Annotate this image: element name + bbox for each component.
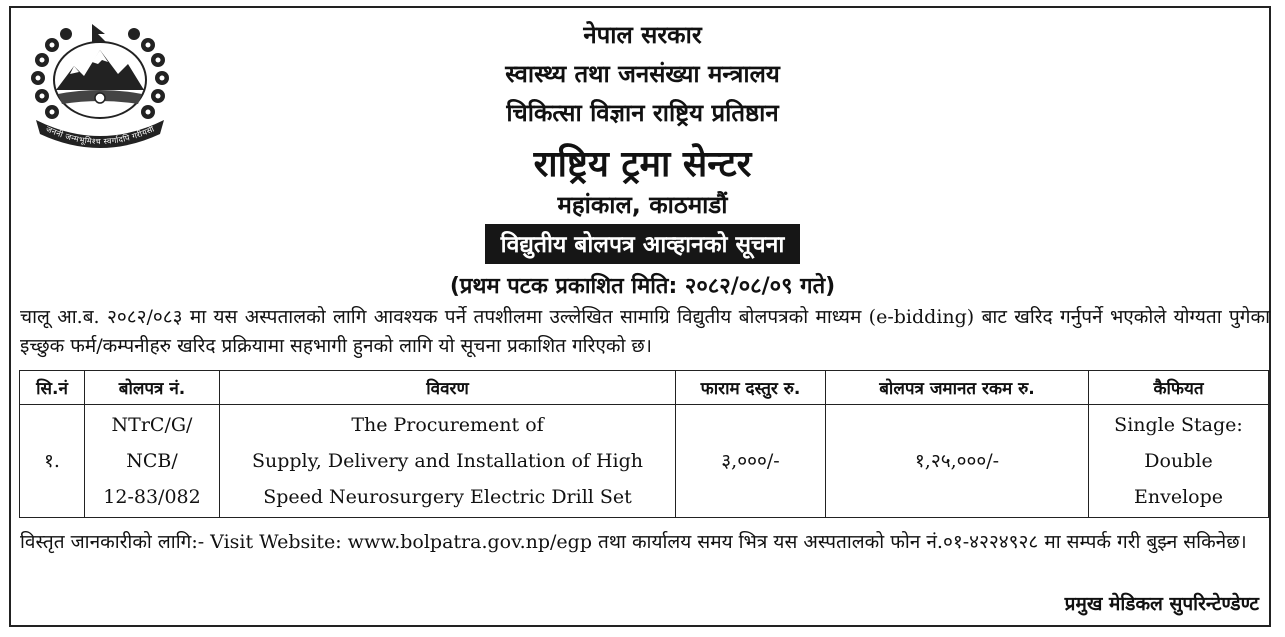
- col-header-bid-no: बोलपत्र नं.: [85, 371, 220, 405]
- description-line: The Procurement of: [351, 414, 544, 436]
- cell-remarks: [1089, 405, 1269, 518]
- cell-sn: १.: [20, 405, 85, 518]
- contact-paragraph: विस्तृत जानकारीको लागि:- Visit Website: www.bolpatra.gov.np/egp तथा कार्यालय समय भित्र यस अस्पतालको फोन नं.०१-४२२४९२८ मा सम्पर्क गरी बुझ्न सकिनेछ।: [20, 531, 1247, 553]
- institute-title: चिकित्सा विज्ञान राष्ट्रिय प्रतिष्ठान: [506, 99, 779, 127]
- description-line: Speed Neurosurgery Electric Drill Set: [263, 486, 632, 508]
- col-header-remarks: कैफियत: [1089, 371, 1269, 405]
- remarks-line: Single Stage:: [1114, 414, 1243, 436]
- intro-paragraph: चालू आ.ब. २०८२/०८३ मा यस अस्पतालको लागि आवश्यक पर्ने तपशीलमा उल्लेखित सामाग्रि विद्युतीय बोलपत्रको माध्यम (e-bidding) बाट खरिद गर्नुपर्ने भएकोले योग्यता पुगेका इच्छुक फर्म/कम्पनीहरु खरिद प्रक्रियामा सहभागी हुनको लागि यो सूचना प्रकाशित गरिएको छ।: [20, 306, 1270, 357]
- notice-banner-wrap: [0, 224, 1285, 264]
- col-header-description: विवरण: [220, 371, 676, 405]
- bid-no-line: NTrC/G/: [111, 414, 193, 436]
- cell-bid-security: १,२५,०००/-: [826, 405, 1089, 518]
- table-header-row: [20, 371, 1269, 405]
- center-address: महांकाल, काठमाडौं: [557, 191, 728, 219]
- government-title: नेपाल सरकार: [583, 21, 702, 49]
- col-header-sn: सि.नं: [20, 371, 85, 405]
- center-title: राष्ट्रिय ट्रमा सेन्टर: [533, 144, 752, 185]
- description-line: Supply, Delivery and Installation of High: [251, 450, 644, 472]
- cell-form-fee: ३,०००/-: [676, 405, 826, 518]
- notice-banner: विद्युतीय बोलपत्र आव्हानको सूचना: [485, 224, 801, 264]
- emblem-motto: जननी जन्मभूमिश्च स्वर्गादपि गरीयसी: [44, 124, 156, 147]
- signature-title: प्रमुख मेडिकल सुपरिन्टेण्डेण्ट: [1064, 593, 1259, 615]
- cell-bid-no: [85, 405, 220, 518]
- bid-no-line: NCB/: [126, 450, 178, 472]
- tender-table: [19, 370, 1269, 518]
- table-row: [20, 405, 1269, 518]
- ministry-title: स्वास्थ्य तथा जनसंख्या मन्त्रालय: [505, 60, 780, 88]
- col-header-form-fee: फाराम दस्तुर रु.: [676, 371, 826, 405]
- remarks-line: Double: [1144, 450, 1213, 472]
- bid-no-line: 12-83/082: [103, 486, 201, 508]
- remarks-line: Envelope: [1133, 486, 1223, 508]
- cell-description: [220, 405, 676, 518]
- publication-date: (प्रथम पटक प्रकाशित मिति: २०८२/०८/०९ गते): [449, 274, 836, 299]
- col-header-bid-security: बोलपत्र जमानत रकम रु.: [826, 371, 1089, 405]
